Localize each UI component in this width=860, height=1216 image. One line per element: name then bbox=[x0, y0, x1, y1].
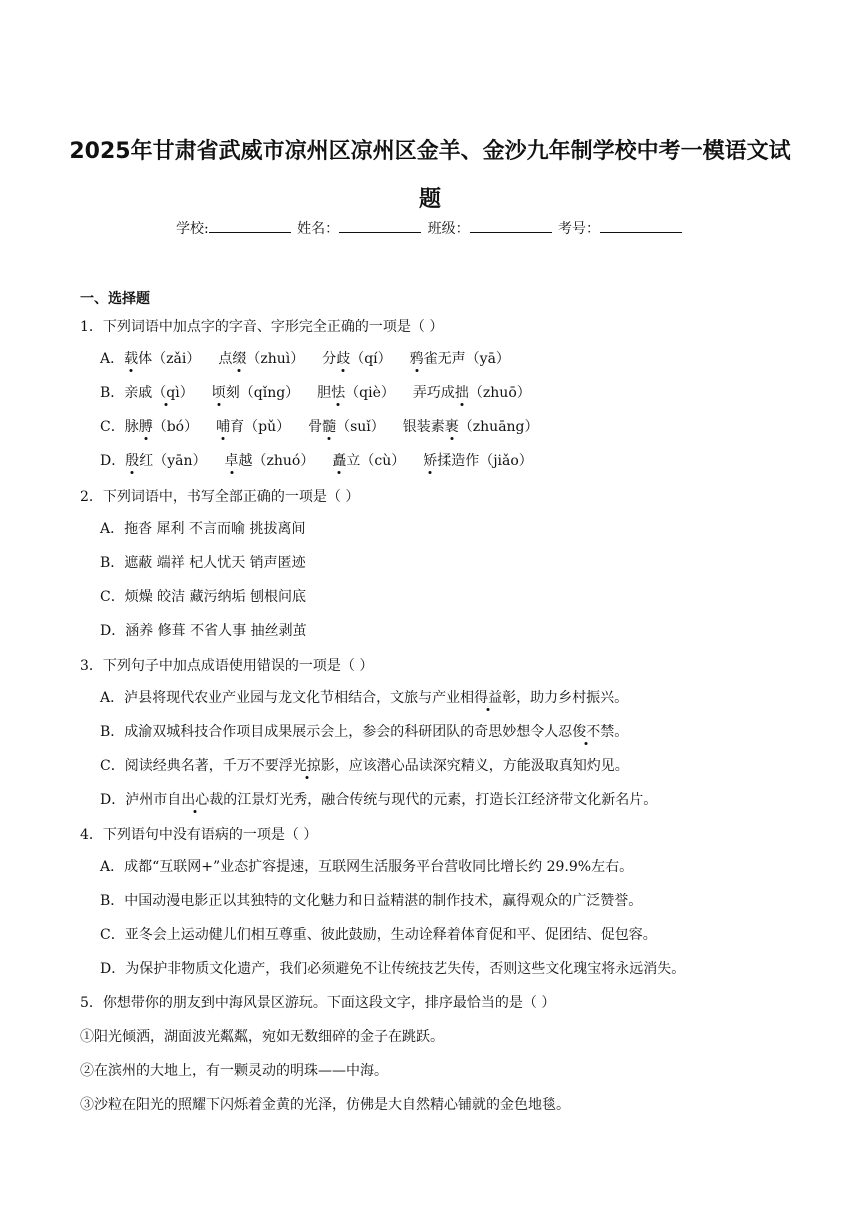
question-4-option-d: D．为保护非物质文化遗产，我们必须避免不让传统技艺失传，否则这些文化瑰宝将永远消失。 bbox=[100, 961, 686, 977]
question-2-option-b: B．遮蔽 端祥 杞人忧天 销声匿迹 bbox=[100, 555, 306, 571]
question-4-option-c: C．亚冬会上运动健儿们相互尊重、彼此鼓励，生动诠释着体育促和平、促团结、促包容。 bbox=[100, 927, 657, 943]
question-3-stem: 3．下列句子中加点成语使用错误的一项是（ ） bbox=[80, 658, 374, 674]
question-5-sentence-2: ②在滨州的大地上，有一颗灵动的明珠——中海。 bbox=[80, 1063, 388, 1079]
exam-no-blank[interactable] bbox=[600, 220, 682, 233]
question-1-option-d: D．殷红（yān） 卓越（zhuó） 矗立（cù） 矫揉造作（jiǎo） bbox=[100, 453, 533, 469]
section-heading: 一、选择题 bbox=[80, 291, 150, 307]
page-title: 2025年甘肃省武威市凉州区凉州区金羊、金沙九年制学校中考一模语文试题 bbox=[69, 139, 791, 212]
question-4-stem: 4．下列语句中没有语病的一项是（ ） bbox=[80, 827, 318, 843]
name-blank[interactable] bbox=[339, 220, 421, 233]
question-2-stem: 2．下列词语中，书写全部正确的一项是（ ） bbox=[80, 489, 360, 505]
question-3-option-c: C．阅读经典名著，千万不要浮光掠影，应该潜心品读深究精义，方能汲取真知灼见。 bbox=[100, 758, 629, 774]
question-4-option-b: B．中国动漫电影正以其独特的文化魅力和日益精湛的制作技术，赢得观众的广泛赞誉。 bbox=[100, 893, 643, 909]
question-1-option-a: A．载体（zǎi） 点缀（zhuì） 分歧（qí） 鸦雀无声（yā） bbox=[100, 351, 510, 367]
question-1-option-c: C．脉膊（bó） 哺育（pǔ） 骨髓（suǐ） 银装素裹（zhuāng） bbox=[100, 419, 539, 435]
question-1-option-b: B．亲戚（qì） 顷刻（qǐng） 胆怯（qiè） 弄巧成拙（zhuō） bbox=[100, 385, 531, 401]
name-label: 姓名： bbox=[297, 221, 340, 237]
question-3-option-b: B．成渝双城科技合作项目成果展示会上，参会的科研团队的奇思妙想令人忍俊不禁。 bbox=[100, 724, 629, 740]
question-1-stem: 1．下列词语中加点字的字音、字形完全正确的一项是（ ） bbox=[80, 319, 444, 335]
exam-no-label: 考号： bbox=[558, 221, 601, 237]
question-2-option-d: D．涵养 修葺 不省人事 抽丝剥茧 bbox=[100, 623, 307, 639]
question-5-sentence-1: ①阳光倾洒，湖面波光粼粼，宛如无数细碎的金子在跳跃。 bbox=[80, 1029, 444, 1045]
question-2-option-c: C．烦燥 皎洁 藏污纳垢 刨根问底 bbox=[100, 589, 307, 605]
question-5-stem: 5．你想带你的朋友到中海风景区游玩。下面这段文字，排序最恰当的是（ ） bbox=[80, 995, 556, 1011]
question-4-option-a: A．成都“互联网+”业态扩容提速，互联网生活服务平台营收同比增长约 29.9%左右。 bbox=[100, 859, 634, 875]
school-blank[interactable] bbox=[209, 220, 291, 233]
question-3-option-d: D．泸州市自出心裁的江景灯光秀，融合传统与现代的元素，打造长江经济带文化新名片。 bbox=[100, 792, 658, 808]
question-2-option-a: A．拖沓 犀利 不言而喻 挑拔离间 bbox=[100, 521, 306, 537]
question-5-sentence-3: ③沙粒在阳光的照耀下闪烁着金黄的光泽，仿佛是大自然精心铺就的金色地毯。 bbox=[80, 1097, 570, 1113]
class-blank[interactable] bbox=[470, 220, 552, 233]
student-info-row bbox=[0, 218, 860, 238]
question-3-option-a: A．泸县将现代农业产业园与龙文化节相结合，文旅与产业相得益彰，助力乡村振兴。 bbox=[100, 690, 629, 706]
school-label: 学校: bbox=[175, 221, 209, 237]
class-label: 班级： bbox=[427, 221, 470, 237]
